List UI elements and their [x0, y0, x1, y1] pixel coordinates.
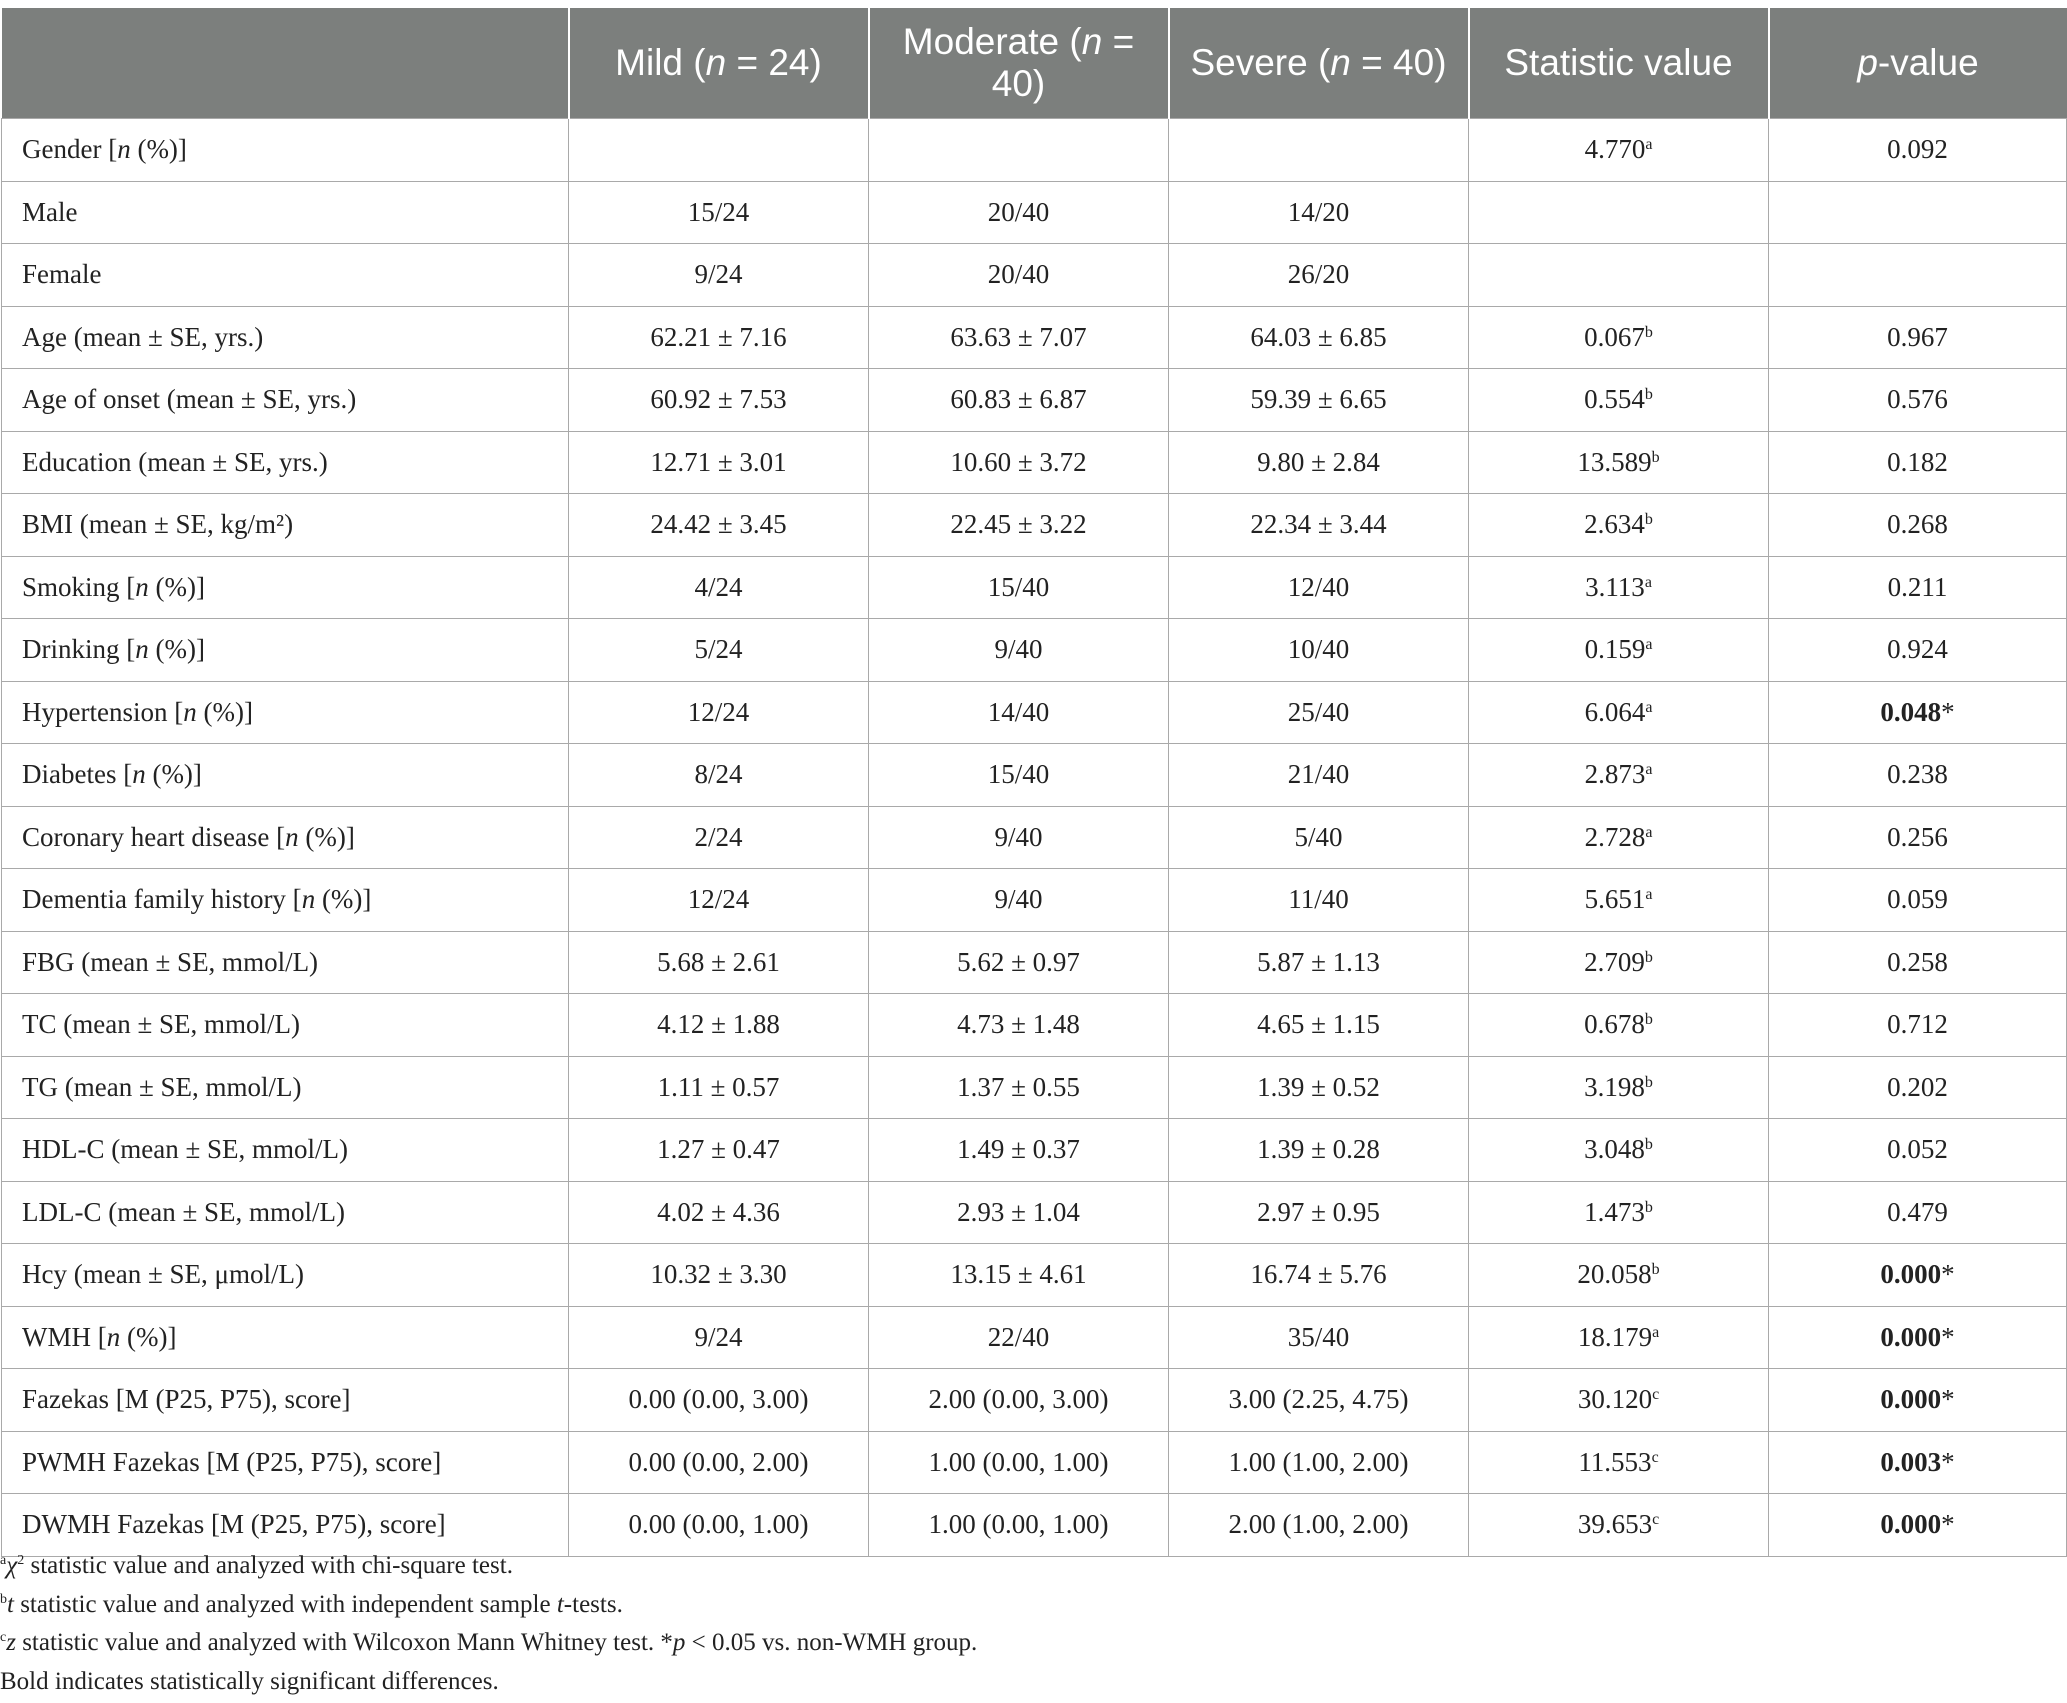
footnote-marker: a	[1652, 1323, 1660, 1341]
table-row	[2, 1181, 2067, 1244]
group-value-cell: 1.00 (0.00, 1.00)	[869, 1494, 1169, 1557]
group-value-cell: 9/40	[869, 619, 1169, 682]
statistic-cell: 0.554$^b$	[1469, 369, 1769, 432]
footnote-line: $^a\chi^2$ statistic value and analyzed with chi-square test.	[0, 1552, 513, 1579]
group-value-cell: 1.39 ± 0.28	[1169, 1119, 1469, 1182]
p-value-cell: 0.256	[1769, 806, 2067, 869]
column-header: Statistic value	[1469, 8, 1769, 119]
row-label: Age (mean ± SE, yrs.)	[2, 306, 569, 369]
p-value-cell: 0.712	[1769, 994, 2067, 1057]
row-label: Coronary heart disease [n (%)]	[2, 806, 569, 869]
statistic-cell: 5.651$^a$	[1469, 869, 1769, 932]
group-value-cell: 26/20	[1169, 244, 1469, 307]
group-value-cell: 5.68 ± 2.61	[569, 931, 869, 994]
group-value-cell: 62.21 ± 7.16	[569, 306, 869, 369]
row-label: TC (mean ± SE, mmol/L)	[2, 994, 569, 1057]
table-row	[2, 244, 2067, 307]
row-label: DWMH Fazekas [M (P25, P75), score]	[2, 1494, 569, 1557]
group-value-cell: 15/24	[569, 181, 869, 244]
footnote-marker: a	[1645, 886, 1653, 904]
statistic-cell: 20.058$^b$	[1469, 1244, 1769, 1307]
footnote-marker: a	[1645, 761, 1653, 779]
column-header: p-value	[1769, 8, 2067, 119]
group-value-cell: 9/24	[569, 244, 869, 307]
footnote-line: $^b$t statistic value and analyzed with independent sample t-tests.	[0, 1590, 623, 1618]
statistic-cell: 13.589$^b$	[1469, 431, 1769, 494]
significance-marker: *	[1941, 1321, 1955, 1352]
group-value-cell	[869, 119, 1169, 182]
group-value-cell: 59.39 ± 6.65	[1169, 369, 1469, 432]
p-value-cell: 0.000*	[1769, 1494, 2067, 1557]
row-label: Male	[2, 181, 569, 244]
group-value-cell: 1.27 ± 0.47	[569, 1119, 869, 1182]
table-row	[2, 306, 2067, 369]
footnote-marker: c	[1652, 1386, 1660, 1404]
group-value-cell: 10.60 ± 3.72	[869, 431, 1169, 494]
footnote-marker: a	[1645, 636, 1653, 654]
row-label: Drinking [n (%)]	[2, 619, 569, 682]
p-value-cell: 0.268	[1769, 494, 2067, 557]
row-label: PWMH Fazekas [M (P25, P75), score]	[2, 1431, 569, 1494]
group-value-cell: 24.42 ± 3.45	[569, 494, 869, 557]
footnote-marker: b	[1644, 323, 1653, 341]
group-value-cell: 10/40	[1169, 619, 1469, 682]
footnote-marker: b	[1644, 1198, 1653, 1216]
group-value-cell: 60.92 ± 7.53	[569, 369, 869, 432]
statistic-cell	[1469, 244, 1769, 307]
group-value-cell: 4.02 ± 4.36	[569, 1181, 869, 1244]
row-label: Age of onset (mean ± SE, yrs.)	[2, 369, 569, 432]
p-value-cell: 0.238	[1769, 744, 2067, 807]
row-label: BMI (mean ± SE, kg/m²)	[2, 494, 569, 557]
statistic-cell: 2.709$^b$	[1469, 931, 1769, 994]
p-value-cell: 0.576	[1769, 369, 2067, 432]
group-value-cell: 10.32 ± 3.30	[569, 1244, 869, 1307]
statistic-cell: 11.553$^c$	[1469, 1431, 1769, 1494]
group-value-cell: 4.12 ± 1.88	[569, 994, 869, 1057]
footnote-marker: b	[1644, 1011, 1653, 1029]
p-value-cell: 0.202	[1769, 1056, 2067, 1119]
group-value-cell: 4.73 ± 1.48	[869, 994, 1169, 1057]
group-value-cell: 0.00 (0.00, 2.00)	[569, 1431, 869, 1494]
statistic-cell: 18.179$^a$	[1469, 1306, 1769, 1369]
p-value-cell: 0.924	[1769, 619, 2067, 682]
group-value-cell: 9.80 ± 2.84	[1169, 431, 1469, 494]
group-value-cell: 11/40	[1169, 869, 1469, 932]
p-value-cell: 0.000*	[1769, 1244, 2067, 1307]
table-row	[2, 619, 2067, 682]
p-value-cell: 0.000*	[1769, 1306, 2067, 1369]
p-value-cell: 0.092	[1769, 119, 2067, 182]
footnote-marker: b	[1644, 948, 1653, 966]
footnote-line: Bold indicates statistically significant differences.	[0, 1667, 499, 1695]
footnote-marker: b	[1644, 1136, 1653, 1154]
group-value-cell: 2/24	[569, 806, 869, 869]
p-value-cell: 0.052	[1769, 1119, 2067, 1182]
group-value-cell: 15/40	[869, 744, 1169, 807]
p-value-cell: 0.048*	[1769, 681, 2067, 744]
statistic-cell: 39.653$^c$	[1469, 1494, 1769, 1557]
footnotes	[0, 1547, 977, 1701]
group-value-cell: 1.00 (0.00, 1.00)	[869, 1431, 1169, 1494]
footnote-marker: a	[1645, 698, 1653, 716]
group-value-cell: 14/40	[869, 681, 1169, 744]
statistic-cell: 3.198$^b$	[1469, 1056, 1769, 1119]
table-row	[2, 681, 2067, 744]
significance-marker: *	[1941, 1384, 1955, 1415]
footnote-marker: a	[1644, 573, 1652, 591]
statistic-cell: 2.728$^a$	[1469, 806, 1769, 869]
footnote-marker: b	[1644, 511, 1653, 529]
group-value-cell	[569, 119, 869, 182]
footnote-marker: b	[1644, 386, 1653, 404]
group-value-cell: 9/24	[569, 1306, 869, 1369]
table-row	[2, 1244, 2067, 1307]
group-value-cell: 4/24	[569, 556, 869, 619]
table-row	[2, 494, 2067, 557]
significance-marker: *	[1941, 1446, 1955, 1477]
p-value-cell	[1769, 181, 2067, 244]
data-table	[0, 8, 2067, 1557]
group-value-cell: 3.00 (2.25, 4.75)	[1169, 1369, 1469, 1432]
table-row	[2, 744, 2067, 807]
group-value-cell: 12/24	[569, 681, 869, 744]
statistic-cell	[1469, 181, 1769, 244]
group-value-cell: 35/40	[1169, 1306, 1469, 1369]
table-row	[2, 994, 2067, 1057]
header-row	[2, 8, 2067, 119]
group-value-cell	[1169, 119, 1469, 182]
row-label: Fazekas [M (P25, P75), score]	[2, 1369, 569, 1432]
footnote-marker: b	[1651, 1261, 1660, 1279]
table-row	[2, 119, 2067, 182]
group-value-cell: 1.49 ± 0.37	[869, 1119, 1169, 1182]
group-value-cell: 12/24	[569, 869, 869, 932]
column-header: Mild (n = 24)	[569, 8, 869, 119]
group-value-cell: 4.65 ± 1.15	[1169, 994, 1469, 1057]
table-body	[2, 119, 2067, 1557]
table-row	[2, 1369, 2067, 1432]
group-value-cell: 2.97 ± 0.95	[1169, 1181, 1469, 1244]
group-value-cell: 22.34 ± 3.44	[1169, 494, 1469, 557]
group-value-cell: 21/40	[1169, 744, 1469, 807]
p-value-cell: 0.182	[1769, 431, 2067, 494]
group-value-cell: 22.45 ± 3.22	[869, 494, 1169, 557]
significance-marker: *	[1941, 1259, 1955, 1290]
table-row	[2, 369, 2067, 432]
group-value-cell: 1.11 ± 0.57	[569, 1056, 869, 1119]
group-value-cell: 16.74 ± 5.76	[1169, 1244, 1469, 1307]
group-value-cell: 9/40	[869, 806, 1169, 869]
table-row	[2, 556, 2067, 619]
footnote-marker: a	[1645, 136, 1653, 154]
table-row	[2, 1056, 2067, 1119]
row-label: Female	[2, 244, 569, 307]
row-label: WMH [n (%)]	[2, 1306, 569, 1369]
column-header	[2, 8, 569, 119]
group-value-cell: 64.03 ± 6.85	[1169, 306, 1469, 369]
p-value-cell: 0.003*	[1769, 1431, 2067, 1494]
group-value-cell: 25/40	[1169, 681, 1469, 744]
row-label: Education (mean ± SE, yrs.)	[2, 431, 569, 494]
group-value-cell: 60.83 ± 6.87	[869, 369, 1169, 432]
statistic-cell: 3.113$^a$	[1469, 556, 1769, 619]
group-value-cell: 63.63 ± 7.07	[869, 306, 1169, 369]
p-value-cell: 0.211	[1769, 556, 2067, 619]
row-label: Diabetes [n (%)]	[2, 744, 569, 807]
footnote-marker: c	[1651, 1448, 1659, 1466]
group-value-cell: 1.39 ± 0.52	[1169, 1056, 1469, 1119]
statistic-cell: 4.770$^a$	[1469, 119, 1769, 182]
p-value-cell: 0.479	[1769, 1181, 2067, 1244]
row-label: Gender [n (%)]	[2, 119, 569, 182]
row-label: Hcy (mean ± SE, μmol/L)	[2, 1244, 569, 1307]
row-label: Smoking [n (%)]	[2, 556, 569, 619]
row-label: Dementia family history [n (%)]	[2, 869, 569, 932]
table-row	[2, 869, 2067, 932]
p-value-cell: 0.059	[1769, 869, 2067, 932]
group-value-cell: 13.15 ± 4.61	[869, 1244, 1169, 1307]
statistic-cell: 6.064$^a$	[1469, 681, 1769, 744]
p-value-cell: 0.967	[1769, 306, 2067, 369]
group-value-cell: 9/40	[869, 869, 1169, 932]
row-label: FBG (mean ± SE, mmol/L)	[2, 931, 569, 994]
group-value-cell: 5/24	[569, 619, 869, 682]
statistic-cell: 0.067$^b$	[1469, 306, 1769, 369]
group-value-cell: 1.37 ± 0.55	[869, 1056, 1169, 1119]
row-label: Hypertension [n (%)]	[2, 681, 569, 744]
group-value-cell: 8/24	[569, 744, 869, 807]
group-value-cell: 15/40	[869, 556, 1169, 619]
column-header: Moderate (n = 40)	[869, 8, 1169, 119]
group-value-cell: 20/40	[869, 181, 1169, 244]
group-value-cell: 22/40	[869, 1306, 1169, 1369]
group-value-cell: 2.00 (0.00, 3.00)	[869, 1369, 1169, 1432]
column-header: Severe (n = 40)	[1169, 8, 1469, 119]
statistic-cell: 0.678$^b$	[1469, 994, 1769, 1057]
table-row	[2, 181, 2067, 244]
group-value-cell: 1.00 (1.00, 2.00)	[1169, 1431, 1469, 1494]
footnote-marker: a	[1645, 823, 1653, 841]
table-row	[2, 931, 2067, 994]
statistic-cell: 2.634$^b$	[1469, 494, 1769, 557]
footnote-marker: b	[1651, 448, 1660, 466]
group-value-cell: 2.93 ± 1.04	[869, 1181, 1169, 1244]
table-row	[2, 806, 2067, 869]
statistic-cell: 3.048$^b$	[1469, 1119, 1769, 1182]
footnote-marker: c	[1652, 1511, 1660, 1529]
group-value-cell: 12.71 ± 3.01	[569, 431, 869, 494]
footnote-marker: b	[1644, 1073, 1653, 1091]
row-label: TG (mean ± SE, mmol/L)	[2, 1056, 569, 1119]
statistic-cell: 2.873$^a$	[1469, 744, 1769, 807]
row-label: LDL-C (mean ± SE, mmol/L)	[2, 1181, 569, 1244]
group-value-cell: 14/20	[1169, 181, 1469, 244]
statistic-cell: 30.120$^c$	[1469, 1369, 1769, 1432]
group-value-cell: 20/40	[869, 244, 1169, 307]
p-value-cell	[1769, 244, 2067, 307]
footnote-line: $^c$z statistic value and analyzed with Wilcoxon Mann Whitney test. *p < 0.05 vs. non-WMH group.	[0, 1629, 978, 1656]
statistic-cell: 1.473$^b$	[1469, 1181, 1769, 1244]
group-value-cell: 0.00 (0.00, 1.00)	[569, 1494, 869, 1557]
table-row	[2, 1431, 2067, 1494]
group-value-cell: 5.87 ± 1.13	[1169, 931, 1469, 994]
significance-marker: *	[1941, 696, 1955, 727]
group-value-cell: 0.00 (0.00, 3.00)	[569, 1369, 869, 1432]
table-row	[2, 1306, 2067, 1369]
table-row	[2, 1119, 2067, 1182]
group-value-cell: 5/40	[1169, 806, 1469, 869]
row-label: HDL-C (mean ± SE, mmol/L)	[2, 1119, 569, 1182]
statistic-cell: 0.159$^a$	[1469, 619, 1769, 682]
p-value-cell: 0.258	[1769, 931, 2067, 994]
table-row	[2, 431, 2067, 494]
group-value-cell: 2.00 (1.00, 2.00)	[1169, 1494, 1469, 1557]
group-value-cell: 12/40	[1169, 556, 1469, 619]
significance-marker: *	[1941, 1509, 1955, 1540]
p-value-cell: 0.000*	[1769, 1369, 2067, 1432]
group-value-cell: 5.62 ± 0.97	[869, 931, 1169, 994]
